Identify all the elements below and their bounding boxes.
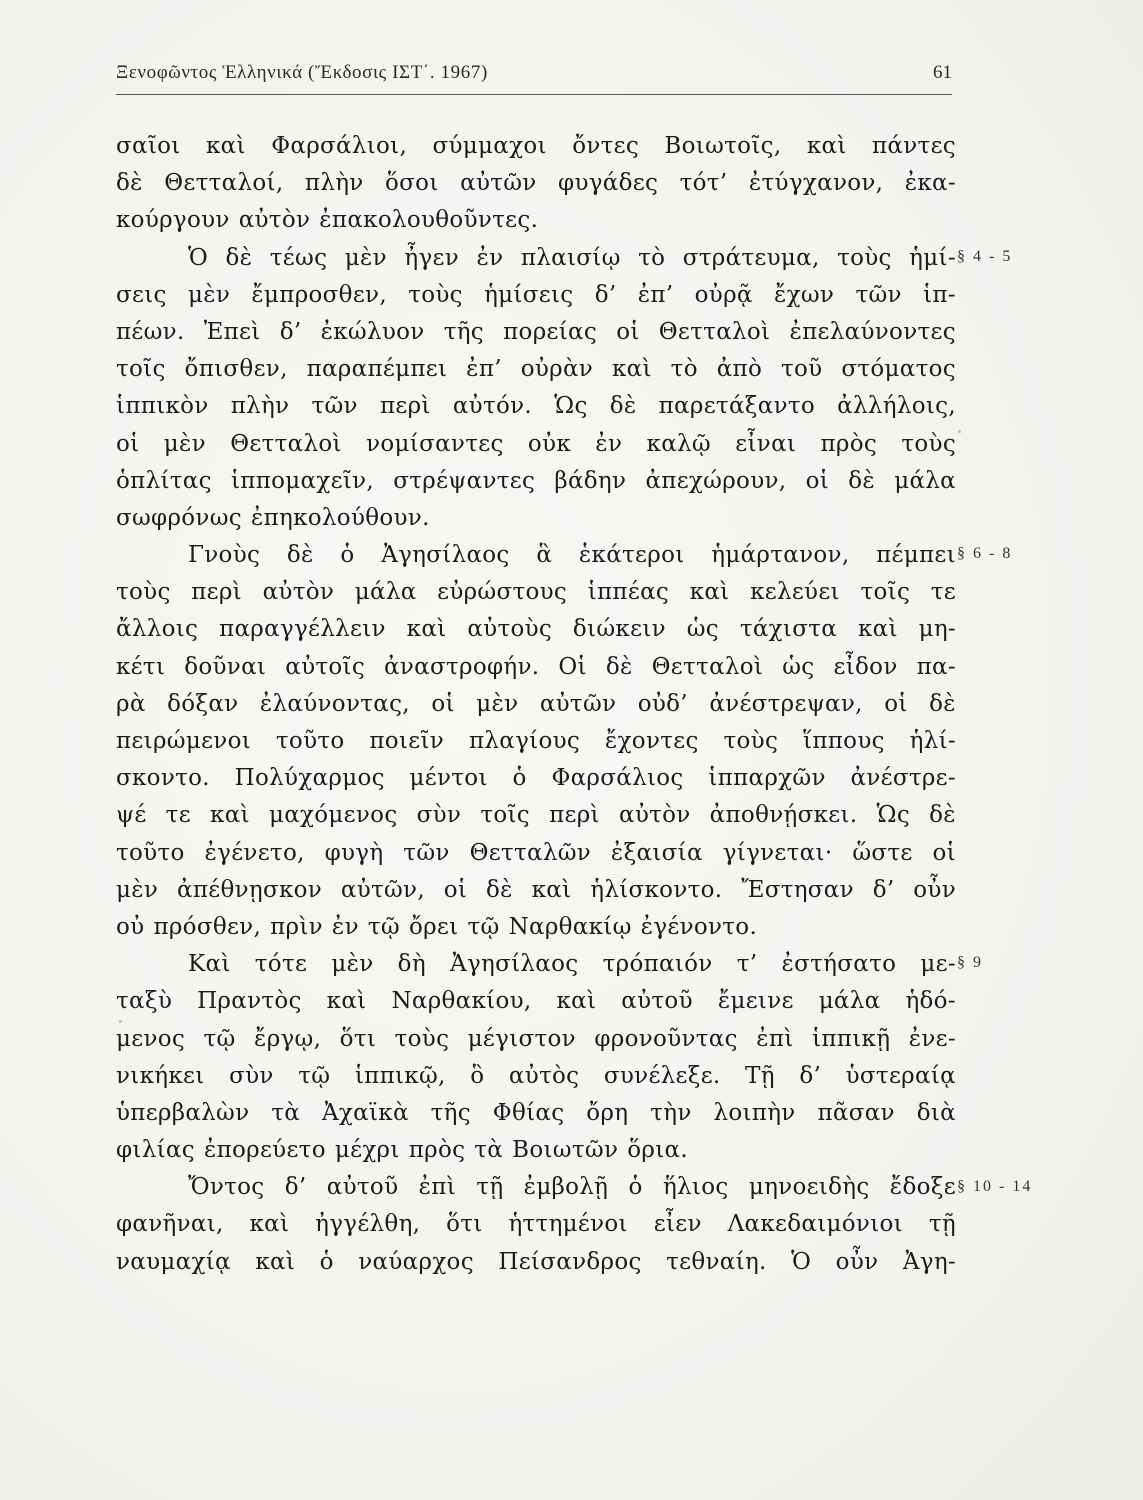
text-line: Γνοὺς δὲ ὁ Ἀγησίλαος ἃ ἑκάτεροι ἡμάρτανον, πέμπει [188, 542, 956, 569]
running-head-title: Ξενοφῶντος Ἑλληνικά (Ἔκδοσις ΙΣΤ΄. 1967) [116, 62, 488, 83]
text-line: κούργουν αὐτὸν ἐπακολουθοῦντες. [116, 207, 539, 234]
text-line: ἱππικὸν πλὴν τῶν περὶ αὐτόν. Ὡς δὲ παρετάξαντο ἀλλήλοις, [116, 393, 956, 420]
text-line: τοῖς ὄπισθεν, παραπέμπει ἐπ’ οὐρὰν καὶ τὸ ἀπὸ τοῦ στόματος [116, 356, 956, 383]
text-line: ρὰ δόξαν ἐλαύνοντας, οἱ μὲν αὐτῶν οὐδ’ ἀνέστρεψαν, οἱ δὲ [116, 690, 956, 717]
running-head [116, 60, 952, 94]
greek-text-body [116, 128, 956, 1281]
text-line: Καὶ τότε μὲν δὴ Ἀγησίλαος τρόπαιόν τ’ ἐστήσατο με- [188, 951, 956, 978]
text-line: μὲν ἀπέθνῃσκον αὐτῶν, οἱ δὲ καὶ ἡλίσκοντο. Ἔστησαν δ’ οὖν [116, 876, 956, 903]
text-line: φιλίας ἐπορεύετο μέχρι πρὸς τὰ Βοιωτῶν ὅρια. [116, 1137, 688, 1164]
text-line: δὲ Θετταλοί, πλὴν ὅσοι αὐτῶν φυγάδες τότ’ ἐτύγχανον, ἐκα- [116, 170, 956, 197]
text-line: ναυμαχίᾳ καὶ ὁ ναύαρχος Πείσανδρος τεθναίη. Ὁ οὖν Ἀγη- [116, 1248, 956, 1275]
text-line: σωφρόνως ἐπηκολούθουν. [116, 504, 430, 531]
text-line: οἱ μὲν Θετταλοὶ νομίσαντες οὐκ ἐν καλῷ εἶναι πρὸς τοὺς [116, 430, 956, 457]
text-line: ψέ τε καὶ μαχόμενος σὺν τοῖς περὶ αὐτὸν ἀποθνῄσκει. Ὡς δὲ [116, 802, 956, 829]
text-line: ταξὺ Πραντὸς καὶ Ναρθακίου, καὶ αὐτοῦ ἔμεινε μάλα ἡδό- [116, 988, 956, 1015]
text-line: σκοντο. Πολύχαρμος μέντοι ὁ Φαρσάλιος ἱππαρχῶν ἀνέστρε- [116, 765, 956, 792]
text-line: Ὄντος δ’ αὐτοῦ ἐπὶ τῇ ἐμβολῇ ὁ ἥλιος μηνοειδὴς ἔδοξε [188, 1174, 956, 1201]
text-line: πειρώμενοι τοῦτο ποιεῖν πλαγίους ἔχοντες τοὺς ἵππους ἡλί- [116, 728, 956, 754]
text-line: τοῦτο ἐγένετο, φυγὴ τῶν Θετταλῶν ἐξαισία γίγνεται· ὥστε οἱ [116, 839, 956, 866]
section-reference: § 6 - 8 [957, 545, 1013, 563]
text-line: ὁπλίτας ἱππομαχεῖν, στρέψαντες βάδην ἀπεχώρουν, οἱ δὲ μάλα [116, 467, 956, 494]
text-line: νικήκει σὺν τῷ ἱππικῷ, ὃ αὐτὸς συνέλεξε. Τῇ δ’ ὑστεραίᾳ [116, 1062, 956, 1089]
print-speck [119, 1020, 122, 1023]
text-line: ὑπερβαλὼν τὰ Ἀχαϊκὰ τῆς Φθίας ὄρη τὴν λοιπὴν πᾶσαν διὰ [116, 1099, 956, 1126]
text-line: σεις μὲν ἔμπροσθεν, τοὺς ἡμίσεις δ’ ἐπ’ οὐρᾷ ἔχων τῶν ἱπ- [116, 281, 956, 308]
page-number: 61 [933, 62, 952, 83]
section-reference: § 4 - 5 [957, 247, 1013, 265]
header-rule [116, 94, 952, 95]
text-line: Ὁ δὲ τέως μὲν ἦγεν ἐν πλαισίῳ τὸ στράτευμα, τοὺς ἡμί- [188, 244, 956, 271]
text-line: τοὺς περὶ αὐτὸν μάλα εὐρώστους ἱππέας καὶ κελεύει τοῖς τε [116, 579, 956, 606]
text-line: πέων. Ἐπεὶ δ’ ἐκώλυον τῆς πορείας οἱ Θετταλοὶ ἐπελαύνοντες [116, 318, 956, 345]
text-line: μενος τῷ ἔργῳ, ὅτι τοὺς μέγιστον φρονοῦντας ἐπὶ ἱππικῇ ἐνε- [116, 1025, 956, 1052]
section-reference: § 10 - 14 [957, 1177, 1033, 1195]
section-reference: § 9 [957, 954, 983, 972]
text-line: σαῖοι καὶ Φαρσάλιοι, σύμμαχοι ὄντες Βοιωτοῖς, καὶ πάντες [116, 133, 956, 159]
print-speck [958, 430, 961, 433]
text-line: φανῆναι, καὶ ἠγγέλθη, ὅτι ἡττημένοι εἶεν Λακεδαιμόνιοι τῇ [116, 1211, 956, 1238]
text-line: οὐ πρόσθεν, πρὶν ἐν τῷ ὄρει τῷ Ναρθακίῳ ἐγένοντο. [116, 913, 758, 940]
text-line: κέτι δοῦναι αὐτοῖς ἀναστροφήν. Οἱ δὲ Θετταλοὶ ὡς εἶδον πα- [116, 653, 956, 680]
text-line: ἄλλοις παραγγέλλειν καὶ αὐτοὺς διώκειν ὡς τάχιστα καὶ μη- [116, 616, 956, 643]
